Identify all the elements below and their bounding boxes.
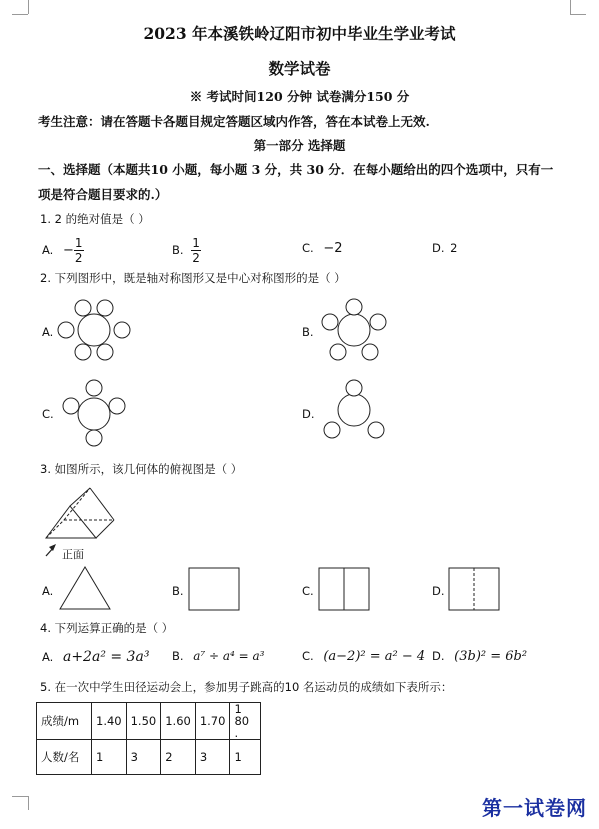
q1-option-b[interactable] bbox=[172, 236, 201, 265]
q1-a-label: A. bbox=[42, 243, 54, 257]
table-row bbox=[37, 740, 261, 775]
q1-b-num: 1 bbox=[192, 236, 200, 250]
table-cell: 成绩/m bbox=[37, 703, 92, 740]
q4-a-label: A. bbox=[42, 650, 54, 664]
q2-a-label: A. bbox=[42, 325, 54, 339]
q2-stem: 2. 下列图形中，既是轴对称图形又是中心对称图形的是（ ） bbox=[40, 271, 346, 285]
q4-b-expr: a⁷ ÷ a⁴ = a³ bbox=[193, 649, 265, 663]
notice: 考生注意：请在答题卡各题目规定答题区域内作答，答在本试卷上无效. bbox=[38, 114, 430, 129]
q1-a-fraction bbox=[74, 236, 84, 265]
table-cell: 人数/名 bbox=[37, 740, 92, 775]
section-instruction-line2: 项是符合题目要求的.） bbox=[38, 187, 168, 202]
q3-option-c-rectangle-split[interactable] bbox=[316, 566, 372, 612]
q3-option-d-rectangle-dashed[interactable] bbox=[446, 566, 502, 612]
q3-c-label: C. bbox=[302, 584, 314, 598]
q1-a-den: 2 bbox=[74, 251, 83, 265]
table-cell: 1.40 bbox=[92, 703, 127, 740]
part-title: 第一部分 选择题 bbox=[253, 138, 346, 153]
table-cell: 2 bbox=[161, 740, 196, 775]
q1-option-c[interactable] bbox=[302, 241, 343, 256]
table-cell: 1.60 bbox=[161, 703, 196, 740]
section-instruction-line1: 一、选择题（本题共10 小题，每小题 3 分，共 30 分．在每小题给出的四个选项中，只有一 bbox=[38, 162, 554, 177]
q4-d-expr: (3b)² = 6b² bbox=[454, 649, 528, 664]
q4-option-d[interactable] bbox=[432, 649, 527, 664]
q3-d-label: D. bbox=[432, 584, 445, 598]
exam-subtitle: 数学试卷 bbox=[268, 59, 331, 78]
q4-b-label: B. bbox=[172, 649, 184, 663]
q3-b-label: B. bbox=[172, 584, 184, 598]
q1-b-fraction bbox=[191, 236, 201, 265]
crop-mark-top-right bbox=[570, 0, 587, 14]
q1-option-a[interactable] bbox=[42, 236, 84, 265]
table-cell: 1 bbox=[92, 740, 127, 775]
exam-title: 2023 年本溪铁岭辽阳市初中毕业生学业考试 bbox=[143, 24, 456, 43]
table-cell: 1.50 bbox=[126, 703, 161, 740]
q2-figure-d[interactable] bbox=[316, 378, 392, 444]
q4-option-b[interactable] bbox=[172, 649, 264, 663]
table-cell: 3 bbox=[126, 740, 161, 775]
q1-c-value: −2 bbox=[323, 241, 343, 256]
q4-d-label: D. bbox=[432, 649, 445, 663]
q3-front-label: 正面 bbox=[62, 548, 84, 561]
q4-option-a[interactable] bbox=[42, 649, 149, 665]
q4-stem: 4. 下列运算正确的是（ ） bbox=[40, 621, 174, 635]
table-cell: 1.70 bbox=[195, 703, 230, 740]
q1-c-label: C. bbox=[302, 241, 314, 255]
q2-figure-a[interactable] bbox=[56, 298, 132, 362]
q2-b-label: B. bbox=[302, 325, 314, 339]
q1-d-label: D. bbox=[432, 241, 445, 255]
q5-score-table bbox=[36, 702, 261, 775]
table-row bbox=[37, 703, 261, 740]
q4-option-c[interactable] bbox=[302, 649, 425, 664]
q2-c-label: C. bbox=[42, 407, 54, 421]
q1-stem: 1. 2 的绝对值是（ ） bbox=[40, 212, 150, 226]
q4-a-expr: a+2a² = 3a³ bbox=[62, 649, 150, 665]
table-cell: 1 80 . bbox=[230, 703, 261, 740]
q3-a-label: A. bbox=[42, 584, 54, 598]
q1-a-sign: − bbox=[62, 243, 74, 258]
crop-mark-bottom-left bbox=[28, 796, 45, 810]
q1-b-den: 2 bbox=[192, 251, 200, 265]
q2-d-label: D. bbox=[302, 407, 315, 421]
q4-c-expr: (a−2)² = a² − 4 bbox=[323, 649, 426, 664]
q3-option-a-triangle[interactable] bbox=[56, 564, 114, 612]
q1-b-label: B. bbox=[172, 243, 184, 257]
q2-figure-c[interactable] bbox=[56, 378, 132, 448]
q3-option-b-rectangle[interactable] bbox=[186, 566, 242, 612]
q1-option-d[interactable] bbox=[432, 241, 458, 255]
crop-mark-bottom-left-h bbox=[12, 796, 28, 813]
watermark-logo: 第一试卷网 bbox=[482, 796, 587, 820]
q5-stem: 5. 在一次中学生田径运动会上，参加男子跳高的10 名运动员的成绩如下表所示： bbox=[40, 680, 453, 694]
q4-c-label: C. bbox=[302, 649, 314, 663]
q1-a-num: 1 bbox=[74, 236, 83, 250]
q3-stem: 3. 如图所示，该几何体的俯视图是（ ） bbox=[40, 462, 243, 476]
table-cell: 3 bbox=[195, 740, 230, 775]
crop-mark-top-left bbox=[28, 0, 45, 14]
time-note: ※ 考试时间120 分钟 试卷满分150 分 bbox=[189, 89, 410, 104]
q2-figure-b[interactable] bbox=[316, 298, 392, 364]
q1-d-value: 2 bbox=[450, 241, 458, 255]
table-cell: 1 bbox=[230, 740, 261, 775]
